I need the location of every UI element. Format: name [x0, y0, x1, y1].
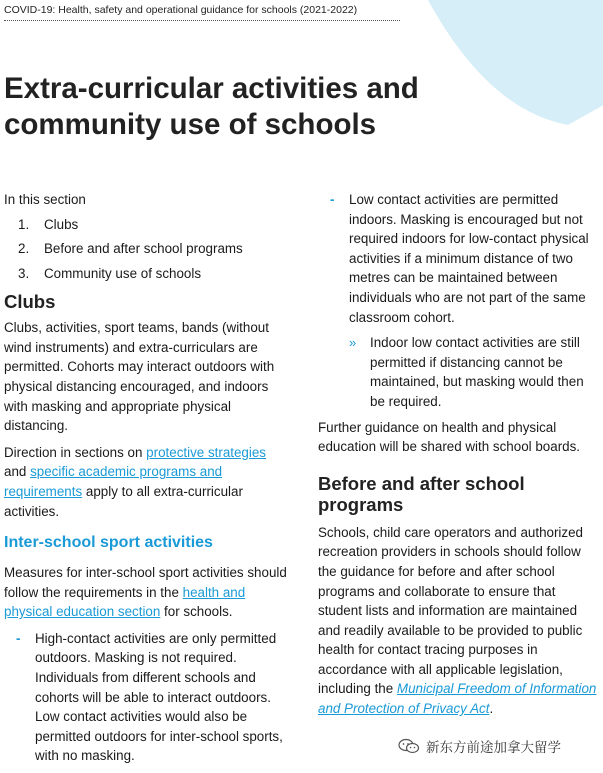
toc-item-community-use[interactable]: 3. Community use of schools [18, 265, 202, 281]
in-this-section-label: In this section [4, 192, 86, 207]
page-title: Extra-curricular activities and community use of schools [4, 72, 419, 141]
left-column [4, 190, 289, 766]
further-guidance-paragraph: Further guidance on health and physical education will be shared with school boards. [318, 419, 581, 455]
inter-school-heading: Inter-school sport activities [4, 534, 213, 552]
running-header: COVID-19: Health, safety and operational guidance for schools (2021-2022) [4, 4, 358, 16]
list-item: - High-contact activities are only permitted outdoors. Masking is not required. Individuals from different schools and cohorts will be able to interact outdoors. Low contact activities would also be permitted outdoors for inter-school sports, with no masking. [16, 630, 283, 764]
clubs-paragraph: Clubs, activities, sport teams, bands (without wind instruments) and extra-curriculars are permitted. Cohorts may interact outdoors with physical distancing encouraged, and indoors with masking and appropriate physical distancing. [4, 320, 275, 434]
mfippa-link[interactable]: Municipal Freedom of Information and Protection of Privacy Act [318, 681, 597, 717]
toc-item-clubs[interactable]: 1. Clubs [18, 216, 79, 232]
watermark-text: 新东方前途加拿大留学 [426, 740, 561, 755]
section-toc [4, 215, 289, 284]
bullet-dash-icon: - [16, 630, 21, 646]
watermark [398, 736, 561, 756]
inter-school-paragraph: Measures for inter-school sport activities should follow the requirements in the health and physical education section for schools. [4, 565, 287, 620]
bullet-dash-icon: - [330, 192, 335, 207]
sub-list-item: » Indoor low contact activities are still permitted if distancing cannot be maintained, but masking would then be required. [349, 335, 584, 409]
before-after-heading: Before and after school programs [318, 472, 525, 515]
before-after-paragraph: Schools, child care operators and authorized recreation providers in schools should follow the guidance for before and after school programs and collaborate to ensure that student lists and information are maintained and readily available to be provided to public health for contact tracing purposes in accordance with all applicable legislation, including the Municipal Freedom of Information and Protection of Privacy Act. [318, 524, 597, 717]
sub-bullets [349, 333, 600, 411]
header-divider [4, 20, 400, 21]
inter-school-bullets [4, 629, 289, 766]
specific-academic-programs-link[interactable]: specific academic programs and requirements [4, 464, 223, 499]
toc-item-before-after[interactable]: 2. Before and after school programs [18, 241, 243, 257]
list-item: - Low contact activities are permitted indoors. Masking is encouraged but not required indoors for low-contact physical activities if a minimum distance of two metres can be maintained between individuals who are not part of the same classroom cohort. » Indoor low contact activities are still permitted if distancing cannot be maintained, but masking would then be required. [318, 190, 600, 412]
health-pe-section-link[interactable]: health and physical education section [4, 584, 246, 620]
direction-paragraph: Direction in sections on protective strategies and specific academic programs and requirements apply to all extra-curricular activities. [4, 444, 267, 519]
low-contact-bullets [318, 190, 600, 412]
clubs-heading: Clubs [4, 291, 56, 313]
protective-strategies-link[interactable]: protective strategies [146, 444, 267, 460]
right-column [318, 190, 600, 726]
double-chevron-icon: » [349, 335, 357, 351]
wechat-icon [398, 738, 420, 754]
